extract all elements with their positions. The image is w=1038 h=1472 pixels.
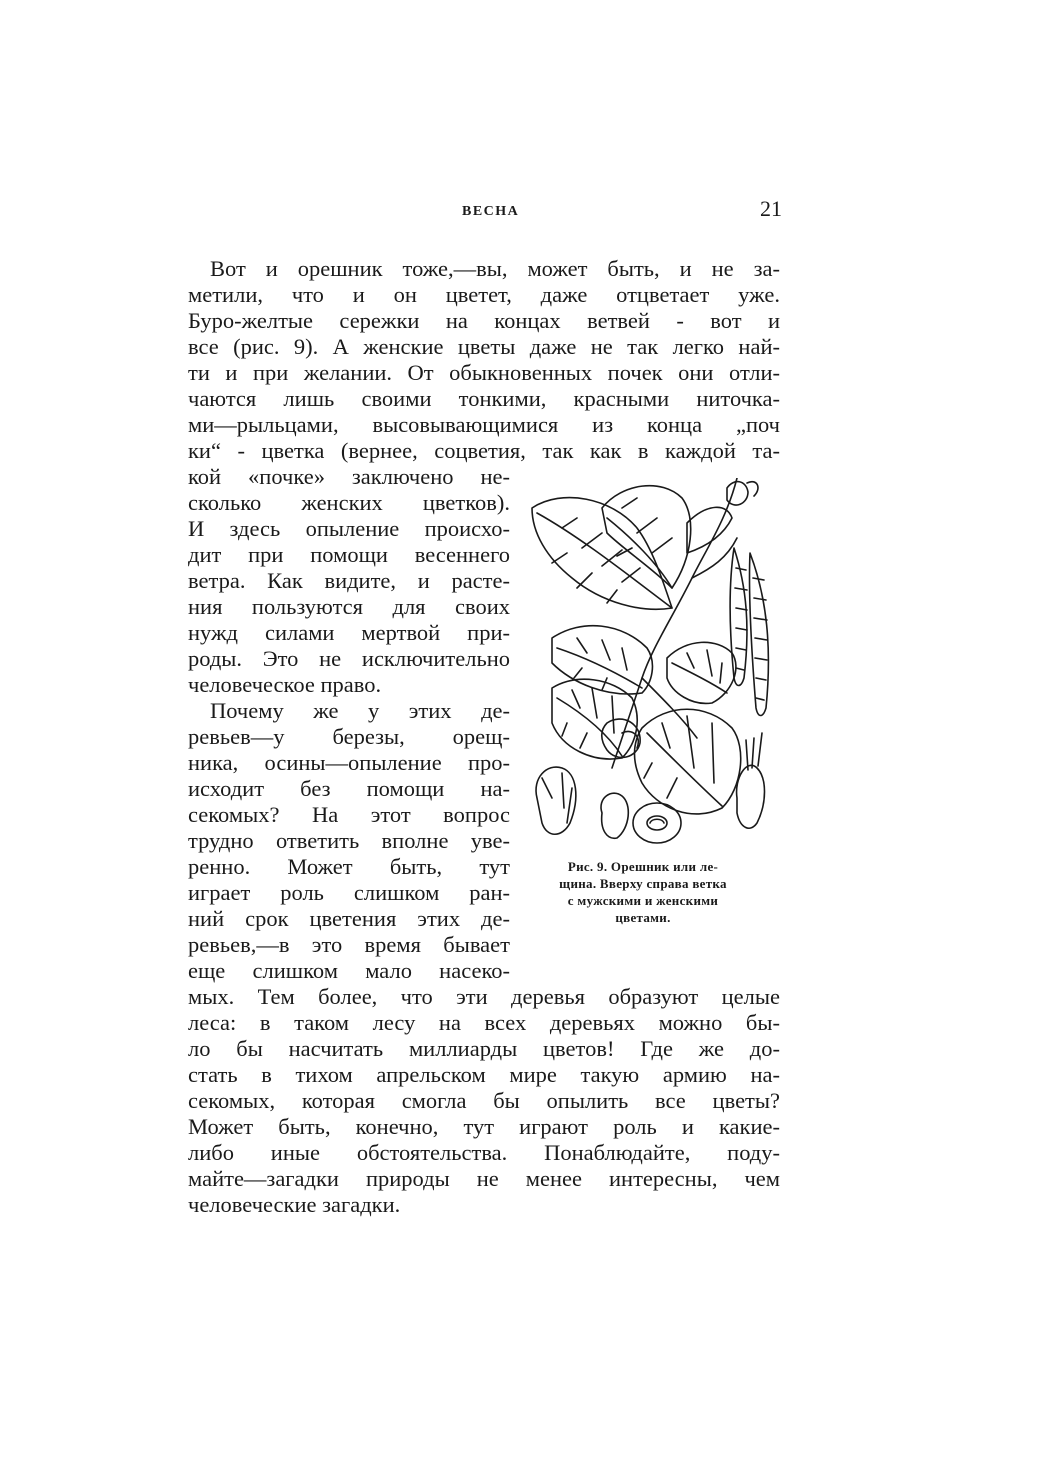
caption-line: Рис. 9. Орешник или ле- [567,859,719,874]
text-line: секомых, которая смогла бы опылить все цветы? [188,1088,780,1113]
text-line: Вот и орешник тоже,—вы, может быть, и не за- [210,256,780,281]
text-line: ки“ - цветка (вернее, соцветия, так как в каждой та- [188,438,780,463]
text-line: ветра. Как видите, и расте- [188,568,510,593]
text-line: кой «почке» заключено не- [188,464,510,489]
text-line: ника, осины—опыление про- [188,750,510,775]
text-line: стать в тихом апрельском мире такую армию на- [188,1062,780,1087]
text-line: секомых? На этот вопрос [188,802,510,827]
text-line: ния пользуются для своих [188,594,510,619]
text-line: И здесь опыление происхо- [188,516,510,541]
text-line: ренно. Может быть, тут [188,854,510,879]
text-line: человеческие загадки. [188,1192,401,1217]
figure-caption [518,858,768,926]
text-line: Почему же у этих де- [210,698,510,723]
text-line: сколько женских цветков). [188,490,510,515]
running-header: ВЕСНА [462,204,520,219]
text-line: дит при помощи весеннего [188,542,510,567]
text-line: метили, что и он цветет, даже отцветает уже. [188,282,780,307]
text-line: чаются лишь своими тонкими, красными ниточка- [188,386,780,411]
text-line: ний срок цветения этих де- [188,906,510,931]
text-line: человеческое право. [188,672,382,697]
text-line: исходит без помощи на- [188,776,510,801]
hazel-branch-illustration-icon [522,478,782,850]
page-number: 21 [760,196,782,221]
text-line: мых. Тем более, что эти деревья образуют целые [188,984,780,1009]
text-line: трудно ответить вполне уве- [188,828,510,853]
text-line: играет роль слишком ран- [188,880,510,905]
caption-line: щина. Вверху справа ветка [559,876,727,891]
text-line: Может быть, конечно, тут играют роль и какие- [188,1114,780,1139]
figure [522,478,782,850]
text-line: роды. Это не исключительно [188,646,510,671]
text-line: либо иные обстоятельства. Понаблюдайте, поду- [188,1140,780,1165]
text-line: ревьев—у березы, орещ- [188,724,510,749]
text-line: ми—рыльцами, высовывающимися из конца „поч [188,412,780,437]
text-line: ти и при желании. От обыкновенных почек они отли- [188,360,780,385]
caption-line: цветами. [615,910,671,925]
caption-line: с мужскими и женскими [567,893,719,908]
text-line: майте—загадки природы не менее интересны, чем [188,1166,780,1191]
text-line: все (рис. 9). А женские цветы даже не так легко най- [188,334,780,359]
text-line: леса: в таком лесу на всех деревьях можно бы- [188,1010,780,1035]
text-line: ло бы насчитать миллиарды цветов! Где же до- [188,1036,780,1061]
text-line: ревьев,—в это время бывает [188,932,510,957]
text-line: нужд силами мертвой при- [188,620,510,645]
text-line: Буро-желтые сережки на концах ветвей - вот и [188,308,780,333]
text-line: еще слишком мало насеко- [188,958,510,983]
